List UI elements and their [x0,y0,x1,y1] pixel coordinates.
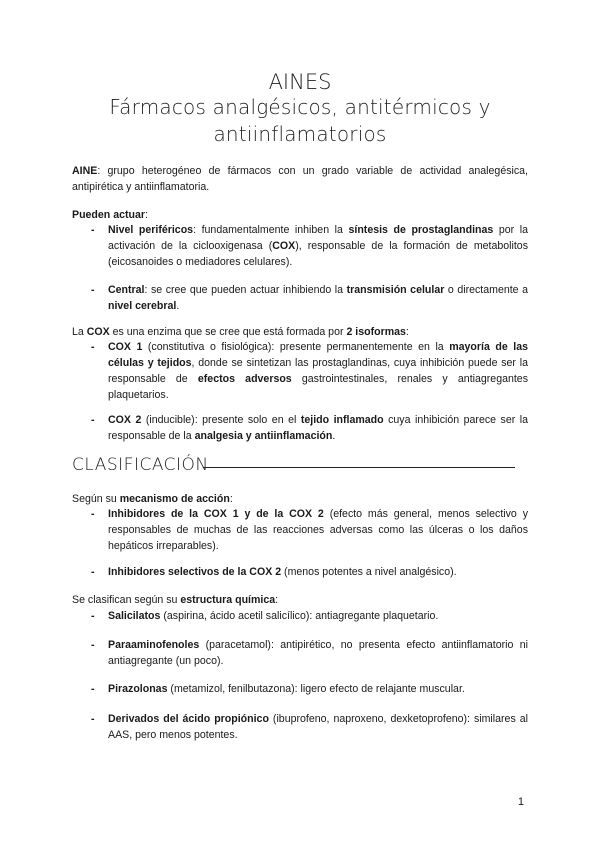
list-dash: - [91,508,95,520]
list-dash: - [91,566,95,578]
section-heading-clasificacion: CLASIFICACIÓN [72,455,209,475]
list-item-nivel-perifericos: - Nivel periféricos: fundamentalmente inhiben la síntesis de prostaglandinas por la activación de la ciclooxigenasa (COX), responsable de la formación de metabolitos (eicosanoides o mediadores celulares). [91,224,528,268]
list-item-cox1: - COX 1 (constitutiva o fisiológica): presente permanentemente en la mayoría de las células y tejidos, donde se sintetizan las prostaglandinas, cuya inhibición puede ser la responsable de efectos adversos gastrointestinales, renales y antiagregantes plaquetarios. [91,341,529,401]
aine-definition: AINE: grupo heterogéneo de fármacos con un grado variable de actividad analegésica, antipirética y antiinflamatoria. [72,165,528,193]
list-item-central: - Central: se cree que pueden actuar inhibiendo la transmisión celular o directamente a nivel cerebral. [91,284,528,312]
list-dash: - [91,414,95,426]
list-item-paraaminofenoles: - Paraaminofenoles (paracetamol): antipirético, no presenta efecto antiinflamatorio ni antiagregante (un poco). [91,639,528,667]
list-item-pirazolonas: - Pirazolonas (metamizol, fenilbutazona): ligero efecto de relajante muscular. [91,683,465,695]
list-item-inhibidores-cox2: - Inhibidores selectivos de la COX 2 (menos potentes a nivel analgésico). [91,566,457,578]
pueden-actuar-heading: Pueden actuar: [72,209,148,221]
list-item-inhibidores-cox1-cox2: - Inhibidores de la COX 1 y de la COX 2 (efecto más general, menos selectivo y responsables de muchas de las reacciones adversas como las úlceras o los daños hepáticos irreparables). [91,508,528,552]
list-dash: - [91,341,95,353]
page-number: 1 [517,796,524,808]
list-dash: - [91,284,95,296]
list-item-cox2: - COX 2 (inducible): presente solo en el tejido inflamado cuya inhibición parece ser la responsable de la analgesia y antiinflamación. [91,414,528,442]
document-title: AINES [268,70,332,94]
list-dash: - [91,639,95,651]
list-item-derivados-propionico: - Derivados del ácido propiónico (ibuprofeno, naproxeno, dexketoprofeno): similares al AAS, pero menos potentes. [91,713,528,741]
document-subtitle-line1: Fármacos analgésicos, antitérmicos y [109,95,491,119]
list-dash: - [91,610,95,622]
heading-rule [203,467,515,468]
mecanismo-intro: Según su mecanismo de acción: [72,493,233,505]
list-dash: - [91,713,95,725]
list-dash: - [91,224,95,236]
cox-intro: La COX es una enzima que se cree que está formada por 2 isoformas: [72,326,409,338]
list-item-salicilatos: - Salicilatos (aspirina, ácido acetil salicílico): antiagregante plaquetario. [91,610,439,622]
document-subtitle-line2: antiinflamatorios [213,122,387,146]
estructura-intro: Se clasifican según su estructura química: [72,594,279,606]
list-dash: - [91,683,95,695]
